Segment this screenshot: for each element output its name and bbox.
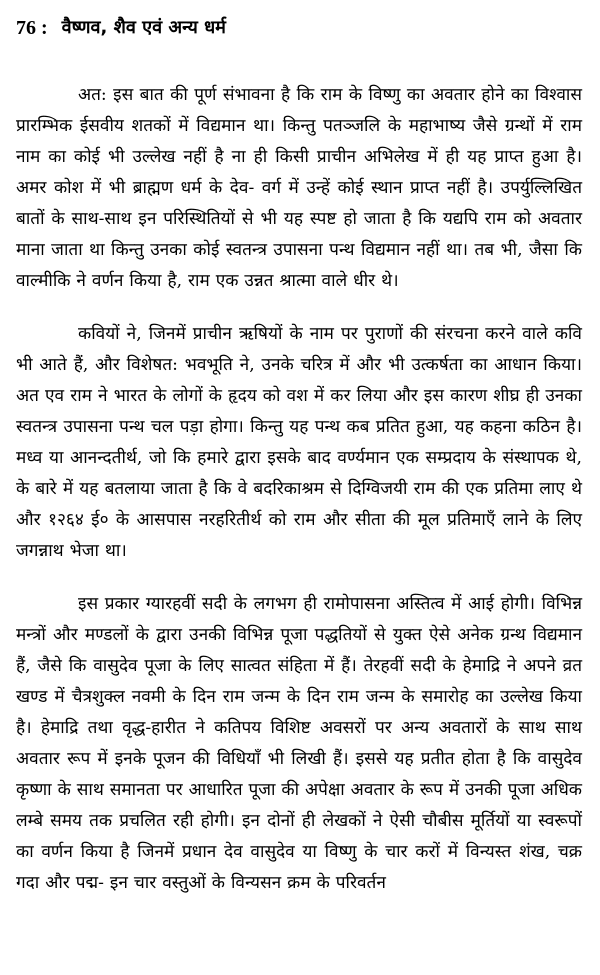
paragraph-1: अत: इस बात की पूर्ण संभावना है कि राम के विष्णु का अवतार होने का विश्वास प्रारम्भिक ईसवीय शतकों में विद्यमान था। किन्तु पतञ्जलि के महाभाष्य जैसे ग्रन्थों में राम नाम का कोई भी उल्लेख नहीं है ना ही किसी प्राचीन अभिलेख में ही यह प्राप्त हुआ है। अमर कोश में भी ब्राह्मण धर्म के देव- वर्ग में उन्हें कोई स्थान प्राप्त नहीं है। उपर्युल्लिखित बातों के साथ-साथ इन परिस्थितियों से भी यह स्पष्ट हो जाता है कि यद्यपि राम को अवतार माना जाता था किन्तु उनका कोई स्वतन्त्र उपासना पन्थ विद्यमान नहीं था। तब भी, जैसा कि वाल्मीकि ने वर्णन किया है, राम एक उन्नत श्रात्मा वाले धीर थे।: [16, 85, 582, 291]
paragraph-2: कवियों ने, जिनमें प्राचीन ऋषियों के नाम पर पुराणों की संरचना करने वाले कवि भी आते हैं, और विशेषत: भवभूति ने, उनके चरित्र में और भी उत्कर्षता का आधान किया। अत एव राम ने भारत के लोगों के हृदय को वश में कर लिया और इस कारण शीघ्र ही उनका स्वतन्त्र उपासना पन्थ चल पड़ा होगा। किन्तु यह पन्थ कब प्रतित हुआ, यह कहना कठिन है। मध्व या आनन्दतीर्थ, जो कि हमारे द्वारा इसके बाद वर्ण्यमान एक सम्प्रदाय के संस्थापक थे, के बारे में यह बतलाया जाता है कि वे बदरिकाश्रम से दिग्विजयी राम की एक प्रतिमा लाए थे और १२६४ ई० के आसपास नरहरितीर्थ को राम और सीता की मूल प्रतिमाएँ लाने के लिए जगन्नाथ भेजा था।: [16, 324, 582, 561]
running-title: वैष्णव, शैव एवं अन्य धर्म: [61, 17, 226, 38]
page-number: 76 :: [16, 17, 48, 39]
page-header: [16, 14, 582, 58]
paragraph-3: इस प्रकार ग्यारहवीं सदी के लगभग ही रामोपासना अस्तित्व में आई होगी। विभिन्न मन्त्रों और मण्डलों के द्वारा उनकी विभिन्न पूजा पद्धतियों से युक्त ऐसे अनेक ग्रन्थ विद्यमान हैं, जैसे कि वासुदेव पूजा के लिए सात्वत संहिता में हैं। तेरहवीं सदी के हेमाद्रि ने अपने व्रत खण्ड में चैत्रशुक्ल नवमी के दिन राम जन्म के दिन राम जन्म के समारोह का उल्लेख किया है। हेमाद्रि तथा वृद्ध-हारीत ने कतिपय विशिष्ट अवसरों पर अन्य अवतारों के साथ साथ अवतार रूप में इनके पूजन की विधियाँ भी लिखी हैं। इससे यह प्रतीत होता है कि वासुदेव कृष्णा के साथ समानता पर आधारित पूजा की अपेक्षा अवतार के रूप में उनकी पूजा अधिक लम्बे समय तक प्रचलित रही होगी। इन दोनों ही लेखकों ने ऐसी चौबीस मूर्तियों या स्वरूपों का वर्णन किया है जिनमें प्रधान देव वासुदेव या विष्णु के चार करों में विन्यस्त शंख, चक्र गदा और पद्म- इन चार वस्तुओं के विन्यसन क्रम के परिवर्तन: [16, 594, 583, 893]
